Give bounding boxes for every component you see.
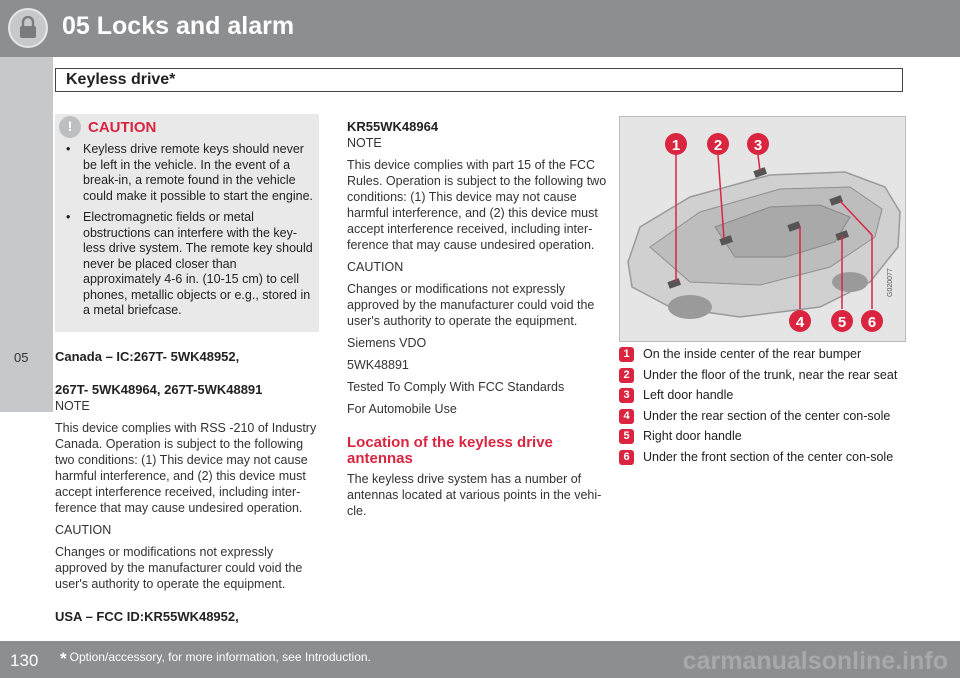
legend-item: 2 Under the floor of the trunk, near the rear seat <box>619 368 909 384</box>
info-line: Siemens VDO <box>347 336 427 350</box>
note-text: This device complies with RSS -210 of Industry Canada. Operation is subject to the following two conditions: (1) This device may not cause harmful interference, and (2) this device must accept interference received, including inter-ference that may cause undesired operation. <box>55 421 317 515</box>
caution-text: Changes or modifications not expressly approved by the manufacturer could void the user's authority to operate the equipment. <box>55 545 303 591</box>
left-column <box>55 348 321 625</box>
svg-text:2: 2 <box>713 137 723 154</box>
note-text: This device complies with part 15 of the FCC Rules. Operation is subject to the following two conditions: (1) This device may not cause harmful interference, and (2) this device must accept interference received, including inter-ference that may cause undesired operation. <box>347 158 607 252</box>
usa-heading: USA – FCC ID:KR55WK48952, <box>55 609 239 624</box>
antenna-heading: Location of the keyless drive antennas <box>347 434 553 467</box>
caution-item: • Electromagnetic fields or metal obstructions can interfere with the key-less drive system. The remote key should never be placed closer than approximately 4-6 in. (10-15 cm) to cell phones, metallic objects or e.g., stored in a metal briefcase. <box>66 210 313 317</box>
antenna-legend <box>619 347 909 470</box>
caution-list <box>65 142 315 325</box>
info-line: 5WK48891 <box>347 358 409 372</box>
note-label: NOTE <box>55 399 90 413</box>
page-number: 130 <box>10 651 39 670</box>
middle-column <box>347 118 613 525</box>
watermark: carmanualsonline.info <box>682 647 948 675</box>
chapter-tab-label: 05 <box>14 350 29 365</box>
page-footer <box>0 641 960 678</box>
caution-item: • Keyless drive remote keys should never be left in the vehicle. In the event of a break-in, a remote found in the vehicle could make it possible to start the engine. <box>66 142 313 203</box>
canada-heading-cont: 267T- 5WK48964, 267T-5WK48891 <box>55 382 263 397</box>
note-label: NOTE <box>347 136 382 150</box>
marker-5 <box>831 310 853 332</box>
legend-item: 4 Under the rear section of the center con-sole <box>619 409 909 425</box>
info-line: Tested To Comply With FCC Standards <box>347 380 565 394</box>
marker-6 <box>861 310 883 332</box>
legend-item: 1 On the inside center of the rear bumper <box>619 347 909 363</box>
info-line: For Automobile Use <box>347 402 457 416</box>
padlock-icon <box>8 8 48 48</box>
caution-text: Changes or modifications not expressly approved by the manufacturer could void the user's authority to operate the equipment. <box>347 282 595 328</box>
svg-text:6: 6 <box>867 314 877 331</box>
marker-4 <box>789 310 811 332</box>
legend-item: 3 Left door handle <box>619 388 909 404</box>
chapter-title: 05 Locks and alarm <box>62 12 295 40</box>
antenna-location-figure <box>619 116 906 342</box>
car-illustration <box>620 117 906 342</box>
marker-2 <box>707 133 729 155</box>
svg-text:4: 4 <box>795 314 805 331</box>
caution-box <box>55 114 319 332</box>
section-title: Keyless drive* <box>66 71 176 88</box>
legend-item: 6 Under the front section of the center con-sole <box>619 450 909 466</box>
svg-text:3: 3 <box>753 137 763 154</box>
legend-item: 5 Right door handle <box>619 429 909 445</box>
antenna-text: The keyless drive system has a number of antennas located at various points in the vehi-cle. <box>347 472 602 518</box>
svg-text:5: 5 <box>837 314 847 331</box>
caution-title: CAUTION <box>88 119 157 136</box>
marker-1 <box>665 133 687 155</box>
chapter-header-bar <box>0 0 960 57</box>
section-title-box <box>55 68 903 92</box>
caution-label: CAUTION <box>347 260 404 274</box>
svg-text:1: 1 <box>671 137 681 154</box>
footnote: * Option/accessory, for more information, see Introduction. <box>60 649 371 668</box>
figure-code: G020077 <box>887 268 894 297</box>
canada-heading: Canada – IC:267T- 5WK48952, <box>55 349 240 364</box>
fcc-heading: KR55WK48964 <box>347 119 439 134</box>
caution-label: CAUTION <box>55 523 112 537</box>
exclamation-icon: ! <box>59 116 81 138</box>
marker-3 <box>747 133 769 155</box>
